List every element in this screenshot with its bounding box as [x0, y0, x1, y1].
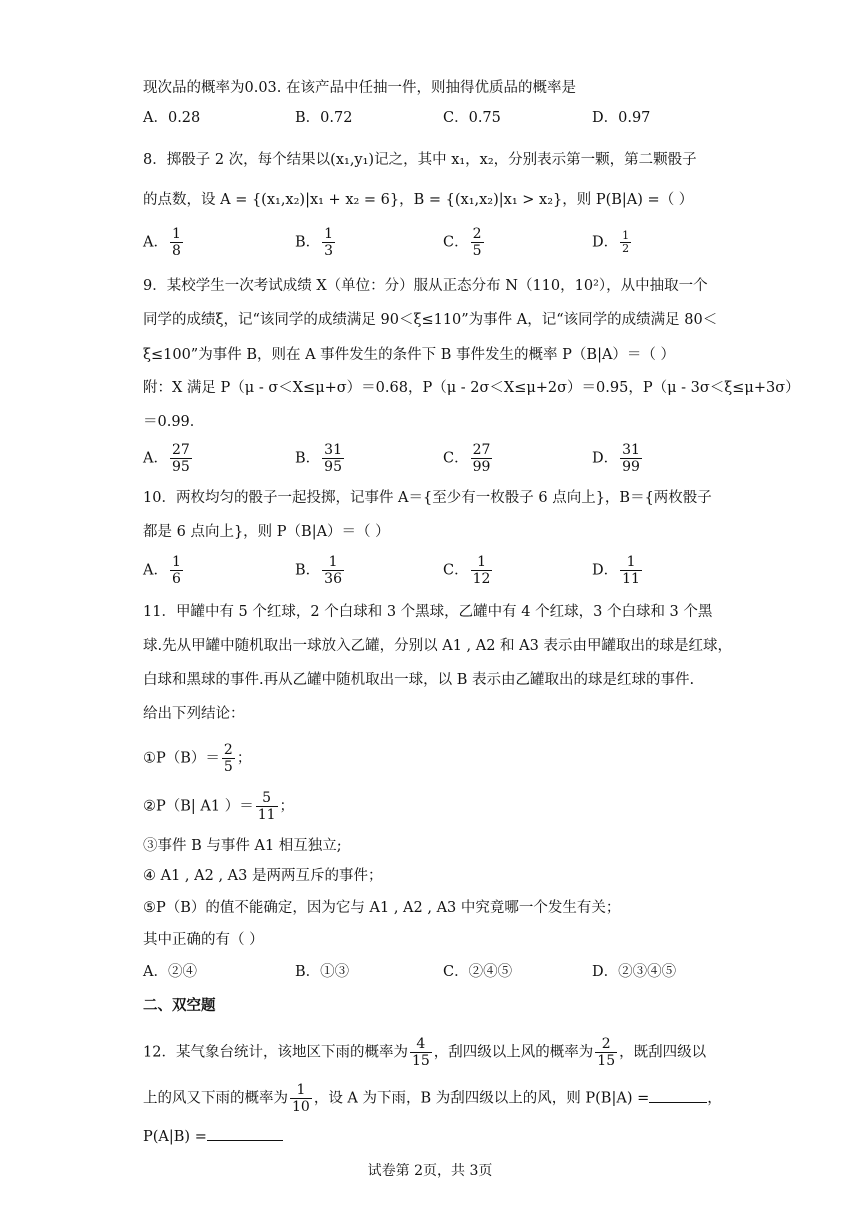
frac-num: 27 — [472, 442, 491, 458]
q8-text-1: 8．掷骰子 2 次，每个结果以(x₁,y₁)记之，其中 x₁，x₂，分别表示第一颗，第二颗骰子 — [143, 152, 697, 168]
q11-option-a[interactable]: A．②④ — [143, 964, 197, 980]
q7-option-d[interactable]: D．0.97 — [592, 110, 651, 126]
q11-text-1: 11．甲罐中有 5 个红球，2 个白球和 3 个黑球，乙罐中有 4 个红球，3 个白球和 3 个黑 — [143, 604, 713, 620]
option-label: C． — [443, 450, 469, 467]
q12-text: 12．某气象台统计，该地区下雨的概率为 — [143, 1044, 408, 1061]
q9-option-c[interactable] — [443, 442, 494, 475]
frac-num: 5 — [256, 790, 278, 807]
frac-den: 3 — [324, 243, 334, 259]
section-heading: 二、双空题 — [143, 998, 216, 1014]
q11-text-3: 白球和黑球的事件.再从乙罐中随机取出一球，以 B 表示由乙罐取出的球是红球的事件. — [143, 672, 695, 688]
option-label: A． — [143, 234, 168, 251]
option-label: D． — [592, 234, 619, 251]
q9-text-2: 同学的成绩ξ，记“该同学的成绩满足 90＜ξ≤110”为事件 A，记“该同学的成绩满足 80＜ — [143, 312, 718, 328]
q10-text-1: 10．两枚均匀的骰子一起投掷，记事件 A＝{至少有一枚骰子 6 点向上}，B＝{两枚骰子 — [143, 490, 712, 506]
q12-text-1 — [143, 1036, 706, 1069]
q10-option-a[interactable] — [143, 554, 185, 587]
q12-text: ，既刮四级以 — [619, 1044, 707, 1061]
frac-num: 1 — [322, 554, 344, 571]
option-label: C． — [443, 562, 469, 579]
frac-den: 15 — [597, 1053, 616, 1069]
q9-text-4: 附：X 满足 P（μ - σ＜X≤μ+σ）＝0.68，P（μ - 2σ＜X≤μ+2σ）＝0.95，P（μ - 3σ＜ξ≤μ+3σ） — [143, 380, 800, 396]
q9-option-d[interactable] — [592, 442, 644, 475]
frac-num: 31 — [622, 442, 640, 458]
q7-option-c[interactable]: C．0.75 — [443, 110, 501, 126]
frac-num: 31 — [324, 442, 342, 458]
frac-num: 1 — [171, 554, 181, 570]
option-label: B． — [295, 450, 321, 467]
frac-den: 99 — [472, 459, 491, 475]
option-label: D． — [592, 450, 619, 467]
frac-den: 95 — [324, 459, 342, 475]
q11-ask: 其中正确的有（ ） — [143, 932, 264, 948]
q11-option-d[interactable]: D．②③④⑤ — [592, 964, 677, 980]
option-label: B． — [295, 562, 321, 579]
q9-text-1: 9．某校学生一次考试成绩 X（单位：分）服从正态分布 N（110，10²），从中抽取一个 — [143, 278, 708, 294]
option-label: A． — [143, 450, 168, 467]
frac-num: 2 — [472, 226, 482, 242]
frac-den: 8 — [171, 243, 181, 259]
frac-den: 10 — [292, 1099, 310, 1115]
frac-den: 5 — [223, 759, 233, 775]
frac-den: 12 — [472, 571, 491, 587]
frac-num: 1 — [622, 229, 630, 242]
frac-den: 11 — [622, 571, 640, 587]
q8-option-d[interactable] — [592, 230, 633, 255]
q12-text: ， — [707, 1090, 722, 1107]
frac-num: 1 — [324, 226, 334, 242]
frac-num: 1 — [471, 554, 493, 571]
q10-text-2: 都是 6 点向上}，则 P（B|A）＝（ ） — [143, 524, 390, 540]
frac-num: 1 — [171, 226, 181, 242]
q10-option-c[interactable] — [443, 554, 494, 587]
q10-option-d[interactable] — [592, 554, 644, 587]
q11-conclusion-2 — [143, 790, 294, 823]
frac-den: 36 — [324, 571, 342, 587]
q10-option-b[interactable] — [295, 554, 346, 587]
q12-text: 上的风又下雨的概率为 — [143, 1090, 288, 1107]
q12-text-3 — [143, 1126, 283, 1147]
frac-den: 11 — [257, 807, 276, 823]
q11-conclusion-3: ③事件 B 与事件 A1 相互独立; — [143, 838, 342, 854]
conclusion-text: ①P（B）＝ — [143, 750, 220, 767]
frac-num: 4 — [410, 1036, 432, 1053]
q9-text-5: ＝0.99． — [143, 414, 205, 430]
frac-num: 2 — [223, 742, 233, 758]
frac-den: 6 — [171, 571, 181, 587]
conclusion-punct: ； — [279, 798, 295, 815]
q12-text: P(A|B) = — [143, 1129, 207, 1145]
q8-option-b[interactable] — [295, 226, 337, 259]
q7-option-b[interactable]: B．0.72 — [295, 110, 353, 126]
q9-option-b[interactable] — [295, 442, 346, 475]
q9-option-a[interactable] — [143, 442, 194, 475]
page-footer: 试卷第 2页，共 3页 — [367, 1163, 493, 1179]
q11-conclusion-1 — [143, 742, 251, 775]
frac-den: 95 — [171, 459, 190, 475]
q11-option-b[interactable]: B．①③ — [295, 964, 350, 980]
conclusion-punct: ； — [236, 750, 252, 767]
q9-text-3: ξ≤100”为事件 B，则在 A 事件发生的条件下 B 事件发生的概率 P（B|A）＝（ ） — [143, 347, 676, 363]
frac-num: 1 — [290, 1082, 312, 1099]
frac-den: 15 — [411, 1053, 430, 1069]
q7-text: 现次品的概率为0.03. 在该产品中任抽一件，则抽得优质品的概率是 — [143, 80, 577, 96]
q11-conclusion-5: ⑤P（B）的值不能确定，因为它与 A1 , A2 , A3 中究竟哪一个发生有关； — [143, 900, 621, 916]
q12-text: ，设 A 为下雨，B 为刮四级以上的风，则 P(B|A) = — [313, 1090, 650, 1107]
frac-den: 2 — [622, 242, 630, 255]
frac-num: 2 — [595, 1036, 617, 1053]
option-label: D． — [592, 562, 619, 579]
option-label: C． — [443, 234, 469, 251]
answer-blank-2[interactable] — [207, 1126, 283, 1141]
q11-conclusion-4: ④ A1 , A2 , A3 是两两互斥的事件； — [143, 868, 383, 884]
frac-num: 27 — [171, 442, 190, 458]
conclusion-text: ②P（B| A1 ）＝ — [143, 798, 254, 815]
q11-option-c[interactable]: C．②④⑤ — [443, 964, 513, 980]
answer-blank-1[interactable] — [649, 1088, 707, 1103]
q11-text-2: 球.先从甲罐中随机取出一球放入乙罐，分别以 A1 , A2 和 A3 表示由甲罐取出的球是红球， — [143, 638, 732, 654]
q8-option-c[interactable] — [443, 226, 486, 259]
frac-den: 5 — [472, 243, 482, 259]
q8-option-a[interactable] — [143, 226, 185, 259]
option-label: A． — [143, 562, 168, 579]
q11-text-4: 给出下列结论： — [143, 706, 245, 722]
q7-option-a[interactable]: A．0.28 — [143, 110, 201, 126]
q12-text-2 — [143, 1082, 722, 1115]
q12-text: ，刮四级以上风的概率为 — [433, 1044, 594, 1061]
frac-num: 1 — [620, 554, 642, 571]
option-label: B． — [295, 234, 321, 251]
q8-text-2: 的点数，设 A = {(x₁,x₂)|x₁ + x₂ = 6}，B = {(x₁,x₂)|x₁ > x₂}，则 P(B|A) =（ ） — [143, 192, 694, 208]
frac-den: 99 — [622, 459, 640, 475]
